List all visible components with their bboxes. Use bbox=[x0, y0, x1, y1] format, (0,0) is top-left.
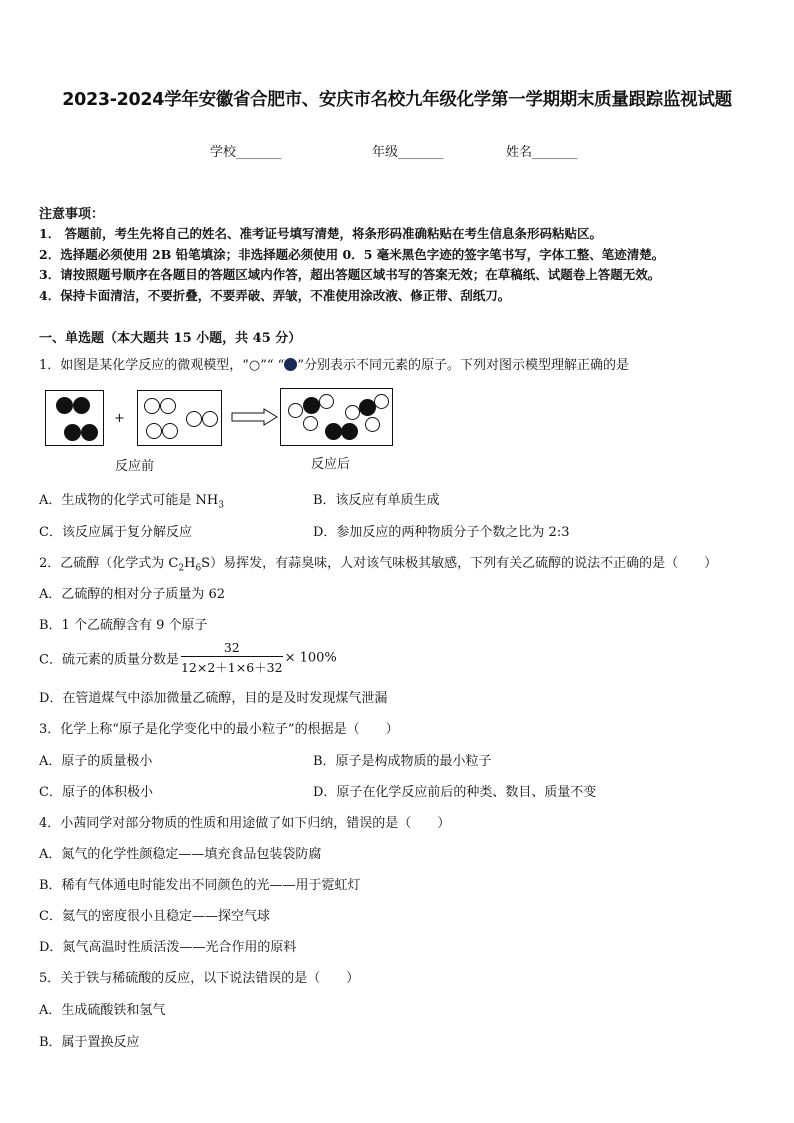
q1-option-a[interactable]: A．生成物的化学式可能是 $NH_3$ bbox=[39, 493, 224, 511]
note-item: 1． 答题前，考生先将自己的姓名、准考证号填写清楚，将条形码准确粘贴在考生信息条形码粘贴区。 bbox=[39, 226, 603, 241]
reaction-arrow-icon bbox=[230, 408, 280, 426]
q1-option-b[interactable]: B．该反应有单质生成 bbox=[313, 493, 440, 508]
q2-option-c[interactable]: C．硫元素的质量分数是 $\frac{32}{12\times 2+1\times 6+32}$ × 100% bbox=[39, 640, 337, 675]
note-item: 2．选择题必须使用 2B 铅笔填涂；非选择题必须使用 0．5 毫米黑色字迹的签字笔书写，字体工整、笔迹清楚。 bbox=[39, 247, 665, 262]
q5-option-b[interactable]: B．属于置换反应 bbox=[39, 1035, 140, 1050]
q5-option-a[interactable]: A．生成硫酸铁和氢气 bbox=[39, 1003, 166, 1018]
q3-option-c[interactable]: C．原子的体积极小 bbox=[39, 785, 153, 800]
q4-option-c[interactable]: C．氦气的密度很小且稳定——探空气球 bbox=[39, 909, 270, 924]
black-atom-icon bbox=[284, 358, 297, 371]
name-field: 姓名_______ bbox=[506, 145, 578, 160]
question-2-stem: 2．乙硫醇（化学式为 $C_2H_6S$）易挥发，有蒜臭味，人对该气味极其敏感，下列有关乙硫醇的说法不正确的是（ ） bbox=[39, 556, 718, 574]
q2-option-d[interactable]: D．在管道煤气中添加微量乙硫醇，目的是及时发现煤气泄漏 bbox=[39, 691, 388, 706]
school-field: 学校_______ bbox=[210, 145, 282, 160]
q2-option-b[interactable]: B．1 个乙硫醇含有 9 个原子 bbox=[39, 618, 208, 633]
q2-option-a[interactable]: A．乙硫醇的相对分子质量为 62 bbox=[39, 587, 226, 602]
q3-option-a[interactable]: A．原子的质量极小 bbox=[39, 754, 153, 769]
q3-option-d[interactable]: D．原子在化学反应前后的种类、数目、质量不变 bbox=[313, 785, 597, 800]
plus-sign: + bbox=[114, 411, 125, 426]
q1-option-c[interactable]: C．该反应属于复分解反应 bbox=[39, 525, 192, 540]
exam-title: 2023-2024学年安徽省合肥市、安庆市名校九年级化学第一学期期末质量跟踪监视试题 bbox=[62, 90, 732, 110]
grade-field: 年级_______ bbox=[372, 145, 444, 160]
after-reaction-label: 反应后 bbox=[311, 457, 351, 472]
product-box bbox=[280, 388, 393, 446]
question-1-stem: 1．如图是某化学反应的微观模型，“○”“ “ ”分别表示不同元素的原子。下列对图示模型理解正确的是 bbox=[39, 358, 629, 373]
question-4-stem: 4．小茜同学对部分物质的性质和用途做了如下归纳，错误的是（ ） bbox=[39, 816, 451, 831]
notes-heading: 注意事项： bbox=[39, 207, 105, 222]
note-item: 4．保持卡面清洁，不要折叠，不要弄破、弄皱，不准使用涂改液、修正带、刮纸刀。 bbox=[39, 288, 511, 303]
q4-option-b[interactable]: B．稀有气体通电时能发出不同颜色的光——用于霓虹灯 bbox=[39, 878, 361, 893]
q3-option-b[interactable]: B．原子是构成物质的最小粒子 bbox=[313, 754, 492, 769]
reactant-box-2 bbox=[137, 390, 222, 446]
note-item: 3．请按照题号顺序在各题目的答题区域内作答，超出答题区域书写的答案无效；在草稿纸、试题卷上答题无效。 bbox=[39, 267, 661, 282]
section-title: 一、单选题（本大题共 15 小题，共 45 分） bbox=[39, 331, 302, 346]
q4-option-d[interactable]: D．氮气高温时性质活泼——光合作用的原料 bbox=[39, 940, 297, 955]
q1-option-d[interactable]: D．参加反应的两种物质分子个数之比为 2:3 bbox=[313, 525, 570, 540]
q4-option-a[interactable]: A．氮气的化学性颜稳定——填充食品包装袋防腐 bbox=[39, 847, 322, 862]
question-3-stem: 3．化学上称“原子是化学变化中的最小粒子”的根据是（ ） bbox=[39, 722, 399, 737]
question-5-stem: 5．关于铁与稀硫酸的反应，以下说法错误的是（ ） bbox=[39, 971, 360, 986]
mass-fraction-formula: $\frac{32}{12\times 2+1\times 6+32}$ bbox=[180, 640, 283, 675]
before-reaction-label: 反应前 bbox=[115, 459, 155, 474]
reactant-box-1 bbox=[45, 390, 104, 446]
